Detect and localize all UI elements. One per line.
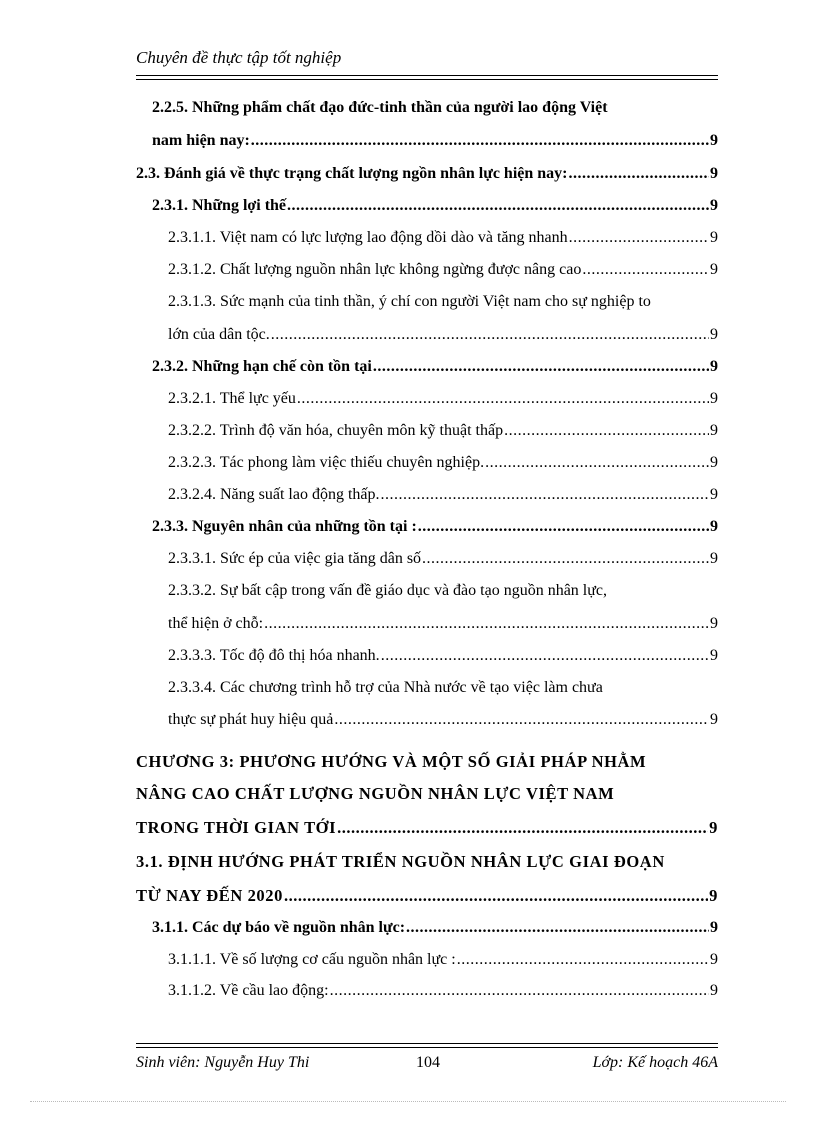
toc-entry-2-3-3-3[interactable]: 2.3.3.3. Tốc độ đô thị hóa nhanh. ..... 9 xyxy=(168,646,718,666)
toc-entry-2-2-5[interactable]: 2.2.5. Những phẩm chất đạo đức-tinh thần của người lao động Việt xyxy=(152,99,608,116)
dot-leader xyxy=(330,981,709,1001)
toc-entry-3-1-1[interactable]: 3.1.1. Các dự báo về nguồn nhân lực: ..... 9 xyxy=(152,918,718,938)
toc-entry-2-3-2-3[interactable]: 2.3.2.3. Tác phong làm việc thiếu chuyên nghiệp. ..... 9 xyxy=(168,453,718,473)
dot-leader xyxy=(373,357,709,377)
toc-entry-2-3-2-1[interactable]: 2.3.2.1. Thể lực yếu ..... 9 xyxy=(168,389,718,409)
dot-leader xyxy=(418,517,709,537)
toc-entry-2-3-3-4-cont[interactable]: thực sự phát huy hiệu quả ..... 9 xyxy=(168,710,718,730)
dot-leader xyxy=(287,196,709,216)
toc-entry-3-1[interactable]: 3.1. ĐỊNH HƯỚNG PHÁT TRIỂN NGUỒN NHÂN LỰC GIAI ĐOẠN xyxy=(136,852,665,871)
footer-class: Lớp: Kế hoạch 46A xyxy=(592,1054,718,1071)
dot-leader xyxy=(406,918,709,938)
footer-rule-top xyxy=(136,1043,718,1044)
toc-entry-2-3-2-4[interactable]: 2.3.2.4. Năng suất lao động thấp. ..... 9 xyxy=(168,485,718,505)
dot-leader xyxy=(334,710,709,730)
toc-entry-3-1-cont[interactable]: TỪ NAY ĐẾN 2020 ..... 9 xyxy=(136,886,718,906)
footer-page-number: 104 xyxy=(416,1054,440,1071)
toc-entry-2-3[interactable]: 2.3. Đánh giá về thực trạng chất lượng ngồn nhân lực hiện nay: ..... 9 xyxy=(136,164,718,184)
dot-leader xyxy=(569,228,709,248)
toc-entry-2-3-1-3-cont[interactable]: lớn của dân tộc. ..... 9 xyxy=(168,325,718,345)
dot-leader xyxy=(485,453,709,473)
dot-leader xyxy=(284,886,708,906)
dot-leader xyxy=(582,260,709,280)
toc-entry-2-3-3-2-cont[interactable]: thể hiện ở chỗ: ..... 9 xyxy=(168,614,718,634)
footer-student: Sinh viên: Nguyễn Huy Thi xyxy=(136,1054,310,1071)
page-bottom-border xyxy=(30,1101,786,1102)
page-header: Chuyên đề thực tập tốt nghiệp xyxy=(136,48,342,67)
toc-entry-3-1-1-1[interactable]: 3.1.1.1. Về số lượng cơ cấu nguồn nhân lực : ..... 9 xyxy=(168,950,718,970)
dot-leader xyxy=(381,485,709,505)
dot-leader xyxy=(504,421,709,441)
toc-entry-2-2-5-cont[interactable]: nam hiện nay: ..... 9 xyxy=(152,131,718,151)
dot-leader xyxy=(251,131,709,151)
header-rule-top xyxy=(136,75,718,76)
toc-entry-2-3-1-3[interactable]: 2.3.1.3. Sức mạnh của tinh thần, ý chí con người Việt nam cho sự nghiệp to xyxy=(168,293,651,310)
toc-entry-2-3-3-2[interactable]: 2.3.3.2. Sự bất cập trong vấn đề giáo dục và đào tạo nguồn nhân lực, xyxy=(168,582,608,599)
footer-rule-bottom xyxy=(136,1047,718,1048)
toc-chapter-3-cont-2[interactable]: TRONG THỜI GIAN TỚI ..... 9 xyxy=(136,818,718,838)
toc-entry-3-1-1-2[interactable]: 3.1.1.2. Về cầu lao động: ..... 9 xyxy=(168,981,718,1001)
toc-entry-2-3-1-2[interactable]: 2.3.1.2. Chất lượng nguồn nhân lực không ngừng được nâng cao ..... 9 xyxy=(168,260,718,280)
dot-leader xyxy=(422,549,709,569)
toc-entry-2-3-2-2[interactable]: 2.3.2.2. Trình độ văn hóa, chuyên môn kỹ thuật thấp ..... 9 xyxy=(168,421,718,441)
dot-leader xyxy=(297,389,709,409)
toc-entry-2-3-1[interactable]: 2.3.1. Những lợi thế ..... 9 xyxy=(152,196,718,216)
dot-leader xyxy=(337,818,708,838)
dot-leader xyxy=(271,325,709,345)
dot-leader xyxy=(381,646,709,666)
toc-entry-2-3-1-1[interactable]: 2.3.1.1. Việt nam có lực lượng lao động dồi dào và tăng nhanh ..... 9 xyxy=(168,228,718,248)
toc-entry-2-3-2[interactable]: 2.3.2. Những hạn chế còn tồn tại ..... 9 xyxy=(152,357,718,377)
toc-entry-2-3-3-1[interactable]: 2.3.3.1. Sức ép của việc gia tăng dân số ..... 9 xyxy=(168,549,718,569)
dot-leader xyxy=(264,614,709,634)
toc-chapter-3-cont-1[interactable]: NÂNG CAO CHẤT LƯỢNG NGUỒN NHÂN LỰC VIỆT NAM xyxy=(136,784,615,803)
toc-chapter-3[interactable]: CHƯƠNG 3: PHƯƠNG HƯỚNG VÀ MỘT SỐ GIẢI PHÁP NHẰM xyxy=(136,752,647,771)
toc-entry-2-3-3-4[interactable]: 2.3.3.4. Các chương trình hỗ trợ của Nhà nước về tạo việc làm chưa xyxy=(168,679,603,696)
header-rule-bottom xyxy=(136,79,718,80)
dot-leader xyxy=(457,950,709,970)
toc-entry-2-3-3[interactable]: 2.3.3. Nguyên nhân của những tồn tại : ..... 9 xyxy=(152,517,718,537)
dot-leader xyxy=(569,164,710,184)
